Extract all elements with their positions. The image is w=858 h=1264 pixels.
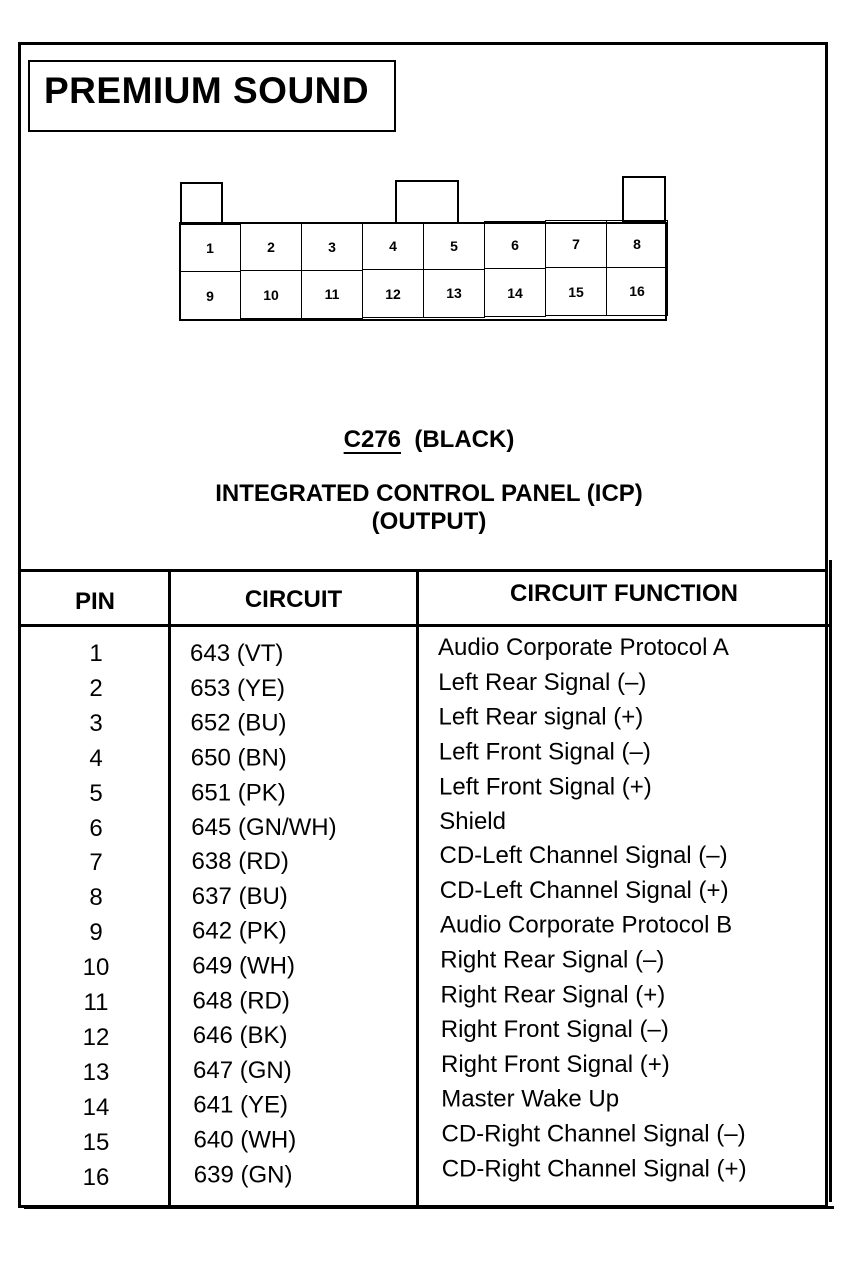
table-row — [0, 634, 858, 675]
table-row — [0, 668, 858, 710]
function-cell: CD-Right Channel Signal (–) — [441, 1120, 746, 1148]
circuit-cell: 638 (RD) — [191, 848, 289, 876]
circuit-cell: 639 (GN) — [193, 1160, 293, 1188]
connector-pin-cell: 13 — [423, 269, 485, 318]
circuit-cell: 641 (YE) — [193, 1091, 288, 1119]
pin-cell: 1 — [89, 640, 103, 667]
circuit-cell: 652 (BU) — [190, 709, 287, 737]
connector-pin-cell: 16 — [606, 267, 668, 316]
function-cell: Left Front Signal (–) — [438, 738, 651, 766]
table-row — [0, 842, 858, 884]
circuit-cell: 642 (PK) — [192, 917, 287, 945]
pin-cell: 8 — [89, 884, 103, 912]
function-cell: Right Rear Signal (+) — [440, 981, 666, 1009]
connector-pin-cell: 2 — [240, 223, 302, 271]
pin-cell: 6 — [89, 814, 103, 842]
circuit-cell: 650 (BN) — [190, 744, 287, 772]
table-bottom-rule — [24, 1206, 834, 1209]
circuit-cell: 647 (GN) — [193, 1056, 292, 1084]
pin-cell: 15 — [82, 1128, 110, 1156]
circuit-cell: 651 (PK) — [191, 778, 286, 806]
circuit-cell: 649 (WH) — [192, 952, 295, 980]
connector-pin-cell: 12 — [362, 269, 424, 318]
pin-cell: 12 — [82, 1023, 110, 1051]
pin-cell: 14 — [82, 1093, 110, 1121]
function-cell: CD-Right Channel Signal (+) — [441, 1154, 747, 1182]
pin-cell: 9 — [89, 919, 103, 947]
circuit-cell: 640 (WH) — [193, 1126, 297, 1154]
connector-key-center — [395, 180, 459, 226]
pin-cell: 13 — [82, 1058, 110, 1086]
function-cell: CD-Left Channel Signal (+) — [439, 877, 729, 905]
function-cell: Shield — [439, 807, 506, 835]
table-row — [0, 772, 858, 815]
pin-cell: 4 — [89, 744, 103, 772]
table-row — [0, 807, 858, 850]
connector-pin-cell: 4 — [362, 222, 424, 270]
table-row — [0, 1015, 858, 1059]
function-cell: CD-Left Channel Signal (–) — [439, 842, 728, 870]
table-row — [0, 1154, 858, 1199]
pin-cell: 10 — [82, 954, 110, 982]
connector-pin-cell: 14 — [484, 268, 546, 317]
header-pin: PIN — [74, 588, 115, 615]
function-cell: Audio Corporate Protocol B — [440, 911, 733, 939]
connector-pin-cell: 7 — [545, 220, 607, 268]
pin-cell: 16 — [82, 1163, 110, 1191]
circuit-cell: 648 (RD) — [192, 987, 290, 1015]
connector-key-right — [622, 176, 666, 222]
connector-id: C276 — [343, 426, 402, 453]
connector-pin-cell: 11 — [301, 270, 363, 319]
pin-cell: 7 — [89, 849, 103, 877]
circuit-cell: 646 (BK) — [192, 1021, 288, 1049]
connector-color: (BLACK) — [414, 426, 515, 453]
connector-pin-cell: 1 — [179, 224, 241, 272]
table-row — [0, 946, 858, 989]
pin-cell: 5 — [89, 779, 103, 807]
connector-pin-cell: 5 — [423, 222, 485, 270]
circuit-cell: 637 (BU) — [191, 883, 288, 911]
pin-cell: 2 — [89, 674, 103, 702]
function-cell: Left Rear signal (+) — [438, 703, 644, 731]
circuit-cell: 643 (VT) — [190, 640, 284, 667]
function-cell: Left Rear Signal (–) — [438, 668, 647, 696]
function-cell: Right Rear Signal (–) — [440, 946, 665, 974]
table-row — [0, 1050, 858, 1094]
circuit-cell: 645 (GN/WH) — [191, 813, 337, 841]
function-cell: Audio Corporate Protocol A — [438, 634, 729, 661]
pin-cell: 11 — [83, 989, 109, 1016]
page-title: PREMIUM SOUND — [44, 70, 370, 111]
connector-pin-cell: 10 — [240, 270, 302, 319]
table-row — [0, 738, 858, 780]
function-cell: Right Front Signal (+) — [441, 1050, 670, 1078]
connector-pin-cell: 15 — [545, 267, 607, 316]
function-cell: Left Front Signal (+) — [439, 772, 652, 800]
connector-pin-cell: 9 — [179, 271, 241, 320]
connector-name-line1: INTEGRATED CONTROL PANEL (ICP) — [215, 480, 643, 507]
circuit-cell: 653 (YE) — [190, 674, 285, 702]
table-row — [0, 703, 858, 745]
function-cell: Right Front Signal (–) — [440, 1015, 669, 1043]
table-row — [0, 981, 858, 1024]
header-circuit: CIRCUIT — [244, 586, 343, 613]
connector-pin-cell: 3 — [301, 223, 363, 271]
table-top-rule — [20, 569, 828, 572]
pin-cell: 3 — [89, 709, 103, 737]
connector-pin-cell: 8 — [606, 220, 668, 268]
connector-name — [0, 480, 858, 536]
table-row — [0, 911, 858, 954]
connector-id-line — [0, 426, 858, 454]
connector-pin-cell: 6 — [484, 221, 546, 269]
table-header-rule — [20, 624, 832, 627]
function-cell: Master Wake Up — [441, 1085, 620, 1113]
header-circuit-function: CIRCUIT FUNCTION — [510, 580, 738, 607]
connector-name-line2: (OUTPUT) — [371, 508, 487, 535]
